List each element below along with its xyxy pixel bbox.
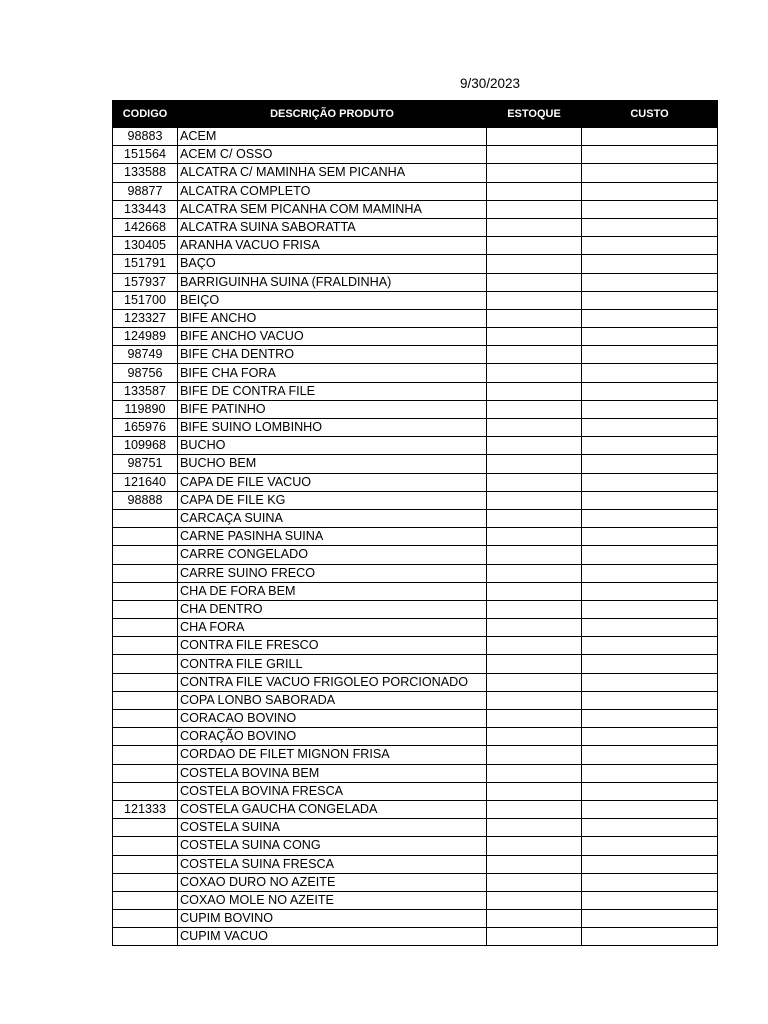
cell-description: ACEM xyxy=(178,128,487,146)
cell-description: CUPIM VACUO xyxy=(178,928,487,946)
cell-cost xyxy=(582,473,718,491)
table-row xyxy=(113,309,718,327)
cell-cost xyxy=(582,837,718,855)
cell-stock xyxy=(487,655,582,673)
table-row xyxy=(113,455,718,473)
table-row xyxy=(113,546,718,564)
cell-code xyxy=(113,910,178,928)
cell-code xyxy=(113,655,178,673)
table-row xyxy=(113,182,718,200)
cell-description: CHA FORA xyxy=(178,619,487,637)
table-row xyxy=(113,691,718,709)
cell-description: BIFE CHA DENTRO xyxy=(178,346,487,364)
cell-code xyxy=(113,600,178,618)
cell-code: 124989 xyxy=(113,328,178,346)
cell-description: ALCATRA COMPLETO xyxy=(178,182,487,200)
cell-cost xyxy=(582,382,718,400)
table-row xyxy=(113,928,718,946)
cell-stock xyxy=(487,528,582,546)
cell-description: ALCATRA SEM PICANHA COM MAMINHA xyxy=(178,200,487,218)
column-header-code: CODIGO xyxy=(113,101,178,128)
cell-code xyxy=(113,819,178,837)
cell-stock xyxy=(487,218,582,236)
cell-cost xyxy=(582,564,718,582)
cell-cost xyxy=(582,218,718,236)
cell-cost xyxy=(582,546,718,564)
cell-stock xyxy=(487,546,582,564)
cell-code xyxy=(113,528,178,546)
inventory-table xyxy=(112,100,718,946)
cell-description: CONTRA FILE GRILL xyxy=(178,655,487,673)
table-row xyxy=(113,419,718,437)
cell-description: CARNE PASINHA SUINA xyxy=(178,528,487,546)
cell-cost xyxy=(582,328,718,346)
cell-code xyxy=(113,728,178,746)
table-row xyxy=(113,600,718,618)
cell-description: COSTELA SUINA FRESCA xyxy=(178,855,487,873)
cell-description: COPA LONBO SABORADA xyxy=(178,691,487,709)
cell-code xyxy=(113,837,178,855)
table-row xyxy=(113,746,718,764)
table-row xyxy=(113,619,718,637)
cell-code xyxy=(113,582,178,600)
cell-cost xyxy=(582,728,718,746)
cell-stock xyxy=(487,146,582,164)
table-row xyxy=(113,291,718,309)
cell-cost xyxy=(582,509,718,527)
cell-stock xyxy=(487,364,582,382)
table-row xyxy=(113,473,718,491)
cell-cost xyxy=(582,528,718,546)
cell-description: BIFE ANCHO xyxy=(178,309,487,327)
cell-code xyxy=(113,764,178,782)
cell-stock xyxy=(487,273,582,291)
table-row xyxy=(113,673,718,691)
cell-code: 151564 xyxy=(113,146,178,164)
table-row xyxy=(113,364,718,382)
cell-code: 109968 xyxy=(113,437,178,455)
cell-code: 98749 xyxy=(113,346,178,364)
table-row xyxy=(113,273,718,291)
table-row xyxy=(113,910,718,928)
cell-code xyxy=(113,928,178,946)
cell-description: CORAÇÃO BOVINO xyxy=(178,728,487,746)
cell-code: 98877 xyxy=(113,182,178,200)
cell-code: 98751 xyxy=(113,455,178,473)
cell-code xyxy=(113,891,178,909)
cell-code: 98883 xyxy=(113,128,178,146)
table-row xyxy=(113,855,718,873)
table-row xyxy=(113,564,718,582)
cell-stock xyxy=(487,582,582,600)
cell-stock xyxy=(487,673,582,691)
cell-stock xyxy=(487,309,582,327)
column-header-description: DESCRIÇÃO PRODUTO xyxy=(178,101,487,128)
table-row xyxy=(113,382,718,400)
cell-cost xyxy=(582,655,718,673)
table-row xyxy=(113,582,718,600)
cell-code: 133587 xyxy=(113,382,178,400)
column-header-cost: CUSTO xyxy=(582,101,718,128)
cell-description: BUCHO xyxy=(178,437,487,455)
cell-stock xyxy=(487,491,582,509)
cell-stock xyxy=(487,328,582,346)
cell-cost xyxy=(582,800,718,818)
cell-cost xyxy=(582,237,718,255)
table-row xyxy=(113,873,718,891)
cell-code: 151791 xyxy=(113,255,178,273)
cell-stock xyxy=(487,710,582,728)
cell-stock xyxy=(487,891,582,909)
cell-description: COSTELA SUINA CONG xyxy=(178,837,487,855)
cell-description: CARRE CONGELADO xyxy=(178,546,487,564)
cell-code: 142668 xyxy=(113,218,178,236)
cell-cost xyxy=(582,146,718,164)
cell-cost xyxy=(582,364,718,382)
cell-cost xyxy=(582,255,718,273)
cell-description: CUPIM BOVINO xyxy=(178,910,487,928)
table-row xyxy=(113,237,718,255)
header-row xyxy=(113,101,718,128)
cell-description: BAÇO xyxy=(178,255,487,273)
cell-stock xyxy=(487,291,582,309)
cell-description: CHA DE FORA BEM xyxy=(178,582,487,600)
cell-cost xyxy=(582,491,718,509)
table-row xyxy=(113,637,718,655)
cell-stock xyxy=(487,855,582,873)
cell-code: 123327 xyxy=(113,309,178,327)
cell-description: COXAO MOLE NO AZEITE xyxy=(178,891,487,909)
cell-stock xyxy=(487,437,582,455)
cell-description: COSTELA SUINA xyxy=(178,819,487,837)
cell-stock xyxy=(487,400,582,418)
cell-cost xyxy=(582,710,718,728)
cell-stock xyxy=(487,346,582,364)
cell-code: 119890 xyxy=(113,400,178,418)
cell-description: ACEM C/ OSSO xyxy=(178,146,487,164)
cell-cost xyxy=(582,782,718,800)
cell-description: CARCAÇA SUINA xyxy=(178,509,487,527)
cell-stock xyxy=(487,182,582,200)
cell-description: BIFE DE CONTRA FILE xyxy=(178,382,487,400)
cell-description: CAPA DE FILE KG xyxy=(178,491,487,509)
cell-cost xyxy=(582,346,718,364)
cell-description: BIFE SUINO LOMBINHO xyxy=(178,419,487,437)
cell-cost xyxy=(582,291,718,309)
table-row xyxy=(113,437,718,455)
cell-description: CONTRA FILE VACUO FRIGOLEO PORCIONADO xyxy=(178,673,487,691)
cell-cost xyxy=(582,746,718,764)
cell-description: CORACAO BOVINO xyxy=(178,710,487,728)
cell-cost xyxy=(582,910,718,928)
cell-stock xyxy=(487,237,582,255)
cell-stock xyxy=(487,255,582,273)
cell-stock xyxy=(487,200,582,218)
table-row xyxy=(113,491,718,509)
cell-description: BARRIGUINHA SUINA (FRALDINHA) xyxy=(178,273,487,291)
cell-stock xyxy=(487,619,582,637)
cell-stock xyxy=(487,691,582,709)
cell-description: CORDAO DE FILET MIGNON FRISA xyxy=(178,746,487,764)
table-row xyxy=(113,891,718,909)
cell-code: 98756 xyxy=(113,364,178,382)
cell-description: ALCATRA SUINA SABORATTA xyxy=(178,218,487,236)
cell-stock xyxy=(487,782,582,800)
table-row xyxy=(113,764,718,782)
cell-stock xyxy=(487,382,582,400)
cell-code: 151700 xyxy=(113,291,178,309)
cell-description: BIFE PATINHO xyxy=(178,400,487,418)
cell-code: 121640 xyxy=(113,473,178,491)
table-row xyxy=(113,819,718,837)
cell-code xyxy=(113,673,178,691)
cell-description: CHA DENTRO xyxy=(178,600,487,618)
cell-cost xyxy=(582,437,718,455)
table-body xyxy=(113,128,718,946)
cell-cost xyxy=(582,928,718,946)
cell-cost xyxy=(582,128,718,146)
cell-code: 130405 xyxy=(113,237,178,255)
cell-code xyxy=(113,546,178,564)
cell-code xyxy=(113,746,178,764)
cell-code xyxy=(113,509,178,527)
cell-cost xyxy=(582,619,718,637)
table-row xyxy=(113,218,718,236)
cell-stock xyxy=(487,837,582,855)
cell-stock xyxy=(487,419,582,437)
cell-stock xyxy=(487,800,582,818)
cell-cost xyxy=(582,182,718,200)
table-row xyxy=(113,800,718,818)
cell-code: 133588 xyxy=(113,164,178,182)
cell-cost xyxy=(582,873,718,891)
cell-stock xyxy=(487,728,582,746)
cell-stock xyxy=(487,128,582,146)
cell-cost xyxy=(582,637,718,655)
table-row xyxy=(113,128,718,146)
cell-stock xyxy=(487,473,582,491)
table-row xyxy=(113,255,718,273)
cell-stock xyxy=(487,564,582,582)
cell-cost xyxy=(582,419,718,437)
cell-description: ARANHA VACUO FRISA xyxy=(178,237,487,255)
table-row xyxy=(113,346,718,364)
cell-stock xyxy=(487,819,582,837)
cell-description: BEIÇO xyxy=(178,291,487,309)
table-row xyxy=(113,837,718,855)
table-row xyxy=(113,710,718,728)
cell-code xyxy=(113,710,178,728)
cell-cost xyxy=(582,582,718,600)
cell-cost xyxy=(582,673,718,691)
table-header xyxy=(113,101,718,128)
cell-stock xyxy=(487,910,582,928)
cell-cost xyxy=(582,309,718,327)
cell-code xyxy=(113,782,178,800)
cell-description: COXAO DURO NO AZEITE xyxy=(178,873,487,891)
table-row xyxy=(113,200,718,218)
cell-code xyxy=(113,564,178,582)
cell-cost xyxy=(582,891,718,909)
table-row xyxy=(113,164,718,182)
cell-stock xyxy=(487,455,582,473)
cell-description: BIFE ANCHO VACUO xyxy=(178,328,487,346)
cell-description: COSTELA BOVINA FRESCA xyxy=(178,782,487,800)
cell-stock xyxy=(487,509,582,527)
cell-code xyxy=(113,855,178,873)
cell-code: 133443 xyxy=(113,200,178,218)
table-row xyxy=(113,782,718,800)
cell-description: CARRE SUINO FRECO xyxy=(178,564,487,582)
cell-code: 98888 xyxy=(113,491,178,509)
cell-code xyxy=(113,637,178,655)
cell-stock xyxy=(487,928,582,946)
cell-stock xyxy=(487,164,582,182)
cell-code xyxy=(113,691,178,709)
cell-code xyxy=(113,873,178,891)
cell-description: ALCATRA C/ MAMINHA SEM PICANHA xyxy=(178,164,487,182)
cell-cost xyxy=(582,855,718,873)
cell-stock xyxy=(487,873,582,891)
cell-code: 121333 xyxy=(113,800,178,818)
cell-cost xyxy=(582,200,718,218)
cell-stock xyxy=(487,764,582,782)
column-header-stock: ESTOQUE xyxy=(487,101,582,128)
cell-cost xyxy=(582,819,718,837)
cell-description: BIFE CHA FORA xyxy=(178,364,487,382)
table-row xyxy=(113,528,718,546)
cell-code: 157937 xyxy=(113,273,178,291)
cell-cost xyxy=(582,273,718,291)
cell-code: 165976 xyxy=(113,419,178,437)
cell-cost xyxy=(582,600,718,618)
table-row xyxy=(113,328,718,346)
cell-description: COSTELA BOVINA BEM xyxy=(178,764,487,782)
cell-stock xyxy=(487,600,582,618)
report-date: 9/30/2023 xyxy=(459,76,521,91)
table-row xyxy=(113,509,718,527)
cell-description: CAPA DE FILE VACUO xyxy=(178,473,487,491)
table-row xyxy=(113,728,718,746)
cell-cost xyxy=(582,764,718,782)
table-row xyxy=(113,655,718,673)
cell-cost xyxy=(582,691,718,709)
cell-cost xyxy=(582,455,718,473)
cell-description: CONTRA FILE FRESCO xyxy=(178,637,487,655)
table-row xyxy=(113,400,718,418)
cell-code xyxy=(113,619,178,637)
cell-description: COSTELA GAUCHA CONGELADA xyxy=(178,800,487,818)
cell-description: BUCHO BEM xyxy=(178,455,487,473)
cell-cost xyxy=(582,400,718,418)
table-row xyxy=(113,146,718,164)
cell-stock xyxy=(487,637,582,655)
cell-stock xyxy=(487,746,582,764)
cell-cost xyxy=(582,164,718,182)
